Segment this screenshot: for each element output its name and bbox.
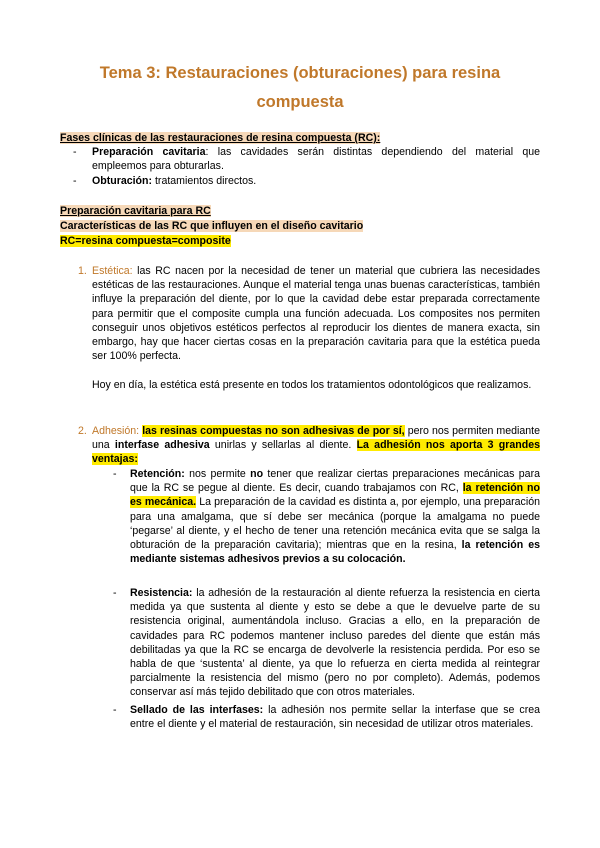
subpoint-text: la adhesión nos permite sellar la interfase que se crea entre el diente y el material de restauración, sin necesidad de utilizar otros materiales. bbox=[130, 704, 540, 731]
subheading-caracteristicas bbox=[60, 219, 540, 233]
section-heading-preparacion bbox=[60, 204, 540, 218]
point-text: pero nos permiten mediante una bbox=[92, 425, 540, 452]
subpoint-resistencia bbox=[130, 586, 540, 700]
rc-definition-note bbox=[60, 234, 540, 248]
document-title: Tema 3: Restauraciones (obturaciones) para resina compuesta bbox=[99, 64, 501, 111]
bullet-dash: - bbox=[113, 587, 117, 599]
list-item-text: tratamientos directos. bbox=[152, 175, 257, 187]
point-text: unirlas y sellarlas al diente. bbox=[209, 439, 357, 452]
rc-definition-text: RC=resina compuesta=composite bbox=[60, 235, 231, 247]
list-number: 1. bbox=[78, 265, 87, 277]
list-item-label: Obturación: bbox=[92, 175, 153, 187]
list-number: 2. bbox=[78, 425, 87, 437]
subpoint-text: La preparación de la cavidad es distinta a, por ejemplo, una preparación para una amalgama, que sí debe ser mecánica (porque la amalgama no puede ‘pegarse’ al diente, y el hecho de tener una retención mecánica evita que se salga la obturación de la preparación cavitaria); mientras que en la resina, bbox=[130, 496, 540, 552]
subpoint-label: Resistencia: bbox=[130, 587, 193, 599]
bullet-dash: - bbox=[73, 146, 77, 158]
paragraph-text: Hoy en día, la estética está presente en todos los tratamientos odontológicos que realizamos. bbox=[92, 379, 532, 391]
highlight-text: la retención no es mecánica. bbox=[130, 482, 540, 509]
subpoint-text: la adhesión de la restauración al diente refuerza la resistencia en cierta medida ya que sustenta al diente y esto se debe a que le devuelve parte de su resistencia original, aumentándola incluso. Gracias a ello, en la preparación de cavidades para RC podemos mantener incluso paredes del diente que están más debilitadas ya que la RC se encarga de devolverle la resistencia perdida. Por eso se habla de que ‘sustenta’ al diente, ya que lo refuerza en cierta medida al reintegrar parcialmente la resistencia del mismo (pero no por completo). Además, podemos conservar así más tejido debilitado que con otros materiales. bbox=[130, 587, 540, 699]
section-heading-text: Fases clínicas de las restauraciones de resina compuesta (RC): bbox=[60, 132, 381, 144]
point-adhesion bbox=[92, 424, 540, 467]
point-text: las RC nacen por la necesidad de tener un material que cubriera las necesidades estéticas de las restauraciones. Aunque el material tenga unas buenas características, también influye la preparación del diente, por lo que la cavidad debe estar preparada correctamente para permitir que el composite cumpla una función adecuada. Los composites nos permiten conseguir unos objetivos estéticos perfectos al reproducir los dientes de manera exacta, sin embargo, hay que hacer ciertas cosas en la preparación cavitaria para que la estética pueda ser 100% perfecta. bbox=[92, 265, 540, 363]
bullet-dash: - bbox=[113, 704, 117, 716]
list-item-preparacion bbox=[92, 145, 540, 173]
point-estetica bbox=[92, 264, 540, 363]
section-heading-fases bbox=[60, 131, 540, 145]
highlight-text: las resinas compuestas no son adhesivas de por sí, bbox=[142, 425, 405, 437]
bold-text: no bbox=[250, 468, 264, 480]
point-estetica-paragraph bbox=[92, 378, 540, 392]
subpoint-label: Retención: bbox=[130, 468, 185, 480]
subpoint-label: Sellado de las interfases: bbox=[130, 704, 264, 716]
list-item-text: : las cavidades serán distintas dependiendo del material que empleemos para obturarlas. bbox=[92, 146, 540, 173]
point-label: Adhesión: bbox=[92, 425, 140, 437]
subpoint-text: tener que realizar ciertas preparaciones mecánicas para que la RC se pegue al diente. Es decir, cuando trabajamos con RC, bbox=[130, 468, 540, 495]
subheading-text: Características de las RC que influyen en el diseño cavitario bbox=[60, 220, 364, 232]
section-heading-text: Preparación cavitaria para RC bbox=[60, 205, 211, 217]
bold-text: la retención es mediante sistemas adhesivos previos a su colocación. bbox=[130, 539, 540, 566]
subpoint-text: nos permite bbox=[184, 468, 251, 480]
point-label: Estética: bbox=[92, 265, 133, 277]
subpoint-sellado bbox=[130, 703, 540, 731]
list-item-obturacion bbox=[92, 174, 540, 188]
bold-text: interfase adhesiva bbox=[114, 439, 210, 452]
list-item-label: Preparación cavitaria bbox=[92, 146, 206, 158]
bullet-dash: - bbox=[113, 468, 117, 480]
highlight-text: La adhesión nos aporta 3 grandes ventajas: bbox=[92, 439, 540, 466]
subpoint-retencion bbox=[130, 467, 540, 566]
bullet-dash: - bbox=[73, 175, 77, 187]
